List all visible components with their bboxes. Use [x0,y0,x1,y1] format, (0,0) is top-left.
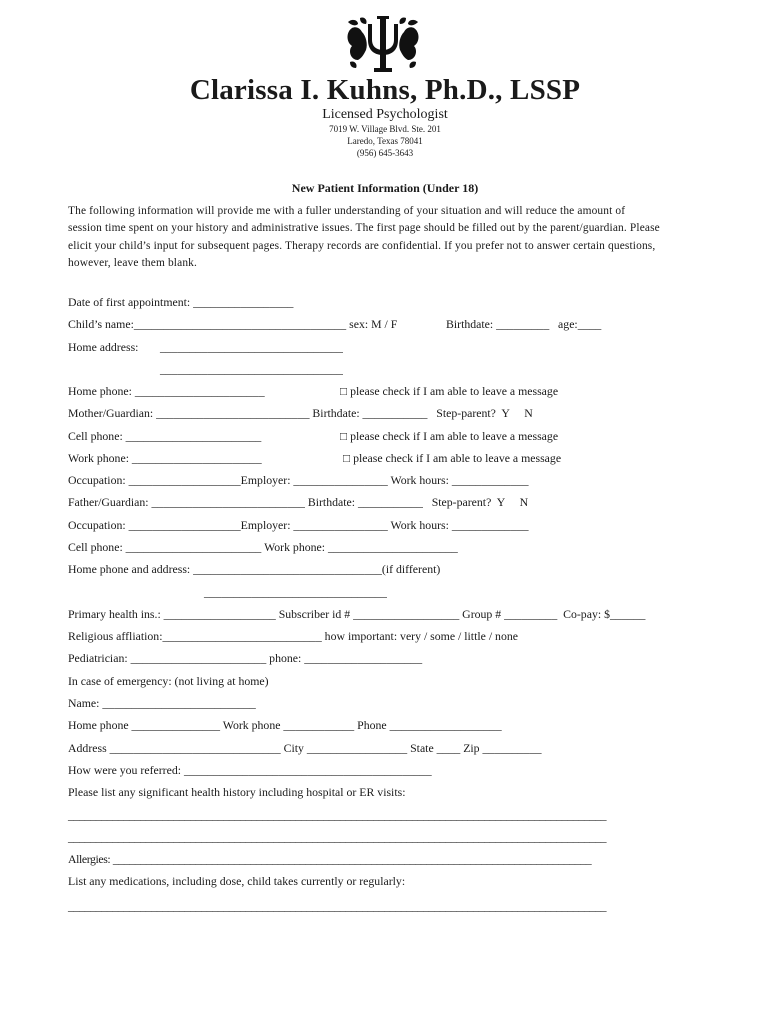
intro-paragraph [68,203,708,273]
pediatrician-field[interactable]: Pediatrician: _______________________ phone: ____________________ [68,651,423,665]
father-guardian-field[interactable]: Father/Guardian: __________________________ Birthdate: ___________ Step-parent? Y N [68,495,529,509]
emergency-name-field[interactable]: Name: __________________________ [68,696,256,710]
health-insurance-field[interactable]: Primary health ins.: ___________________ Subscriber id # __________________ Group # _________ Co-pay: $______ [68,607,646,621]
intro-line: elicit your child’s input for subsequent pages. Therapy records are confidential. If you prefer not to answer certain questions, [68,239,656,252]
child-birthdate-age-field[interactable]: Birthdate: _________ age:____ [446,317,602,331]
health-history-line-1[interactable]: _________________________________________________________________________________________________ [68,808,607,822]
health-history-line-2[interactable]: _________________________________________________________________________________________________ [68,830,607,844]
emergency-address-field[interactable]: Address _____________________________ City _________________ State ____ Zip __________ [68,741,542,755]
form-title: New Patient Information (Under 18) [291,181,479,195]
alt-home-address-field-2[interactable]: _______________________________ [204,585,387,599]
work-phone-message-checkbox[interactable]: □ please check if I am able to leave a message [343,451,562,465]
home-address-field[interactable]: _______________________________ [160,340,343,354]
father-occupation-field[interactable]: Occupation: ___________________Employer: ________________ Work hours: _____________ [68,518,529,532]
religious-affiliation-field[interactable]: Religious affliation:___________________________ how important: very / some / little / none [68,629,518,643]
home-address-field-2[interactable]: _______________________________ [160,362,343,376]
father-phones-field[interactable]: Cell phone: _______________________ Work phone: ______________________ [68,540,458,554]
home-phone-field[interactable]: Home phone: ______________________ [68,384,265,398]
emergency-heading: In case of emergency: (not living at home) [68,674,269,688]
emergency-phones-field[interactable]: Home phone _______________ Work phone ____________ Phone ___________________ [68,718,502,732]
cell-phone-field[interactable]: Cell phone: _______________________ [68,429,262,443]
referral-field[interactable]: How were you referred: __________________________________________ [68,763,432,777]
intro-line: however, leave them blank. [68,257,198,270]
home-phone-message-checkbox[interactable]: □ please check if I am able to leave a message [340,384,559,398]
office-address-line2: Laredo, Texas 78041 [347,136,423,146]
allergies-field[interactable]: Allergies: _______________________________________________________________________________________ [68,852,592,866]
mother-occupation-field[interactable]: Occupation: ___________________Employer: ________________ Work hours: _____________ [68,473,529,487]
professional-title: Licensed Psychologist [322,107,448,122]
child-name-sex-field[interactable]: Child’s name:____________________________________ sex: M / F [68,317,398,331]
medications-label: List any medications, including dose, child takes currently or regularly: [68,874,406,888]
home-address-label: Home address: [68,340,139,354]
health-history-label: Please list any significant health history including hospital or ER visits: [68,785,406,799]
office-phone: (956) 645-3643 [356,148,414,158]
first-appointment-field[interactable]: Date of first appointment: _________________ [68,295,294,309]
psi-logo [344,14,422,76]
mother-guardian-field[interactable]: Mother/Guardian: __________________________ Birthdate: ___________ Step-parent? Y N [68,406,533,420]
office-address-line1: 7019 W. Village Blvd. Ste. 201 [329,124,441,134]
cell-phone-message-checkbox[interactable]: □ please check if I am able to leave a message [340,429,559,443]
work-phone-field[interactable]: Work phone: ______________________ [68,451,262,465]
psychologist-name: Clarissa I. Kuhns, Ph.D., LSSP [189,74,581,106]
medications-line[interactable]: _________________________________________________________________________________________________ [68,899,607,913]
intro-line: session time spent on your history and administrative issues. The first page should be filled out by the parent/guardian. Please [68,222,660,235]
intro-line: The following information will provide me with a fuller understanding of your situation and will reduce the amount of [68,205,626,217]
alt-home-address-field[interactable]: Home phone and address: ________________________________(if different) [68,562,441,576]
